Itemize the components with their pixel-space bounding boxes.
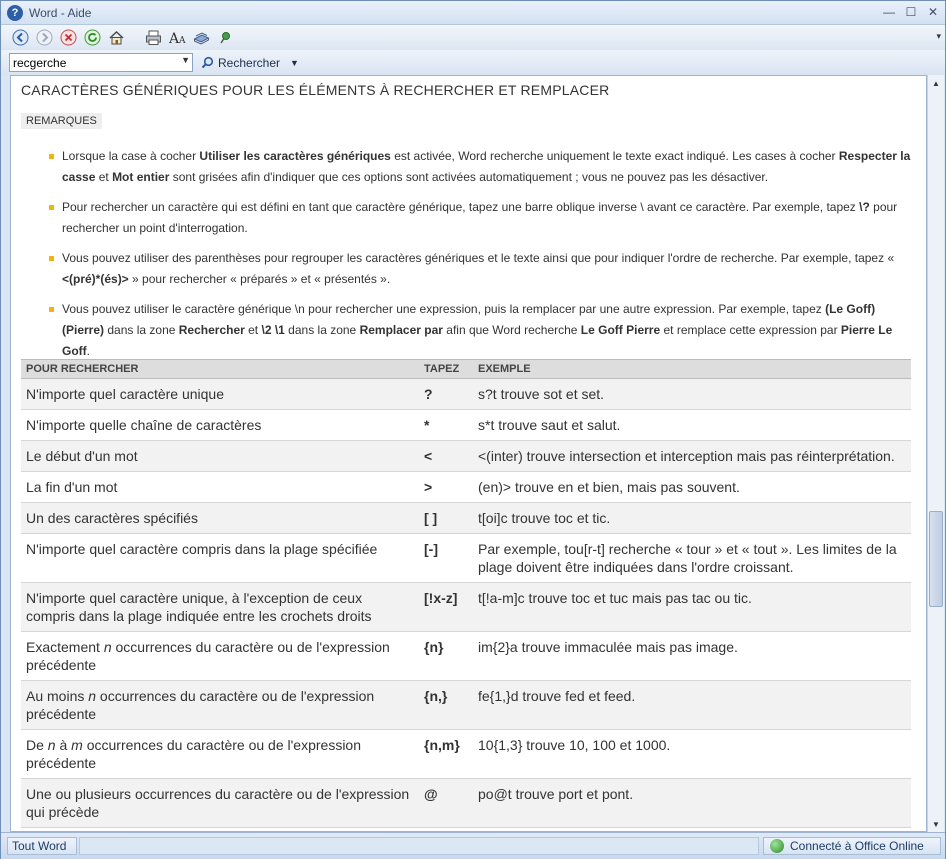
connection-status[interactable] [763,837,941,855]
text-run: Vous pouvez utiliser des parenthèses pour regrouper les caractères génériques et le texte ainsi que pour indiquer l'ordre de recherche. Par exemple, tapez « [62,251,895,265]
remarque-item [49,197,915,239]
text-run: Lorsque la case à cocher [62,149,200,163]
bold-text: \2 \1 [261,323,285,337]
font-size-icon[interactable] [168,28,187,47]
example-text: t[!a-m]c trouve toc et tuc mais pas tac ou tic. [473,583,911,632]
search-description [21,379,419,410]
pin-icon[interactable] [216,28,235,47]
toolbar [1,25,945,49]
text-run: De [26,737,48,753]
window-controls [883,5,939,19]
example-text: Par exemple, tou[r-t] recherche « tour » et « tout ». Les limites de la plage doivent être indiquées dans l'ordre croissant. [473,534,911,583]
remarques-list [49,146,915,371]
book-icon[interactable] [192,28,211,47]
table-row [21,534,911,583]
text-run: occurrences du caractère ou de l'expression précédente [26,737,361,771]
home-icon[interactable] [107,28,126,47]
search-dropdown-icon[interactable]: ▼ [181,55,190,65]
table-row [21,632,911,681]
text-run: sont grisées afin d'indiquer que ces options sont activées automatiquement ; vous ne pouvez pas les désactiver. [169,170,769,184]
stop-icon[interactable] [59,28,78,47]
example-text: s*t trouve saut et salut. [473,410,911,441]
search-options-icon[interactable]: ▼ [290,57,299,68]
bold-text: (Le Goff) (Pierre) [62,302,876,337]
remarque-item [49,299,915,362]
table-row [21,441,911,472]
wildcard-table [21,359,911,828]
wildcard-symbol: * [419,410,473,441]
bold-text: Pierre Le Goff [62,323,893,358]
wildcard-symbol: < [419,441,473,472]
example-text: t[oi]c trouve toc et tic. [473,503,911,534]
wildcard-symbol: {n} [419,632,473,681]
col-header-search: POUR RECHERCHER [21,360,419,379]
page-title: CARACTÈRES GÉNÉRIQUES POUR LES ÉLÉMENTS À RECHERCHER ET REMPLACER [21,82,610,98]
print-icon[interactable] [144,28,163,47]
example-text: im{2}a trouve immaculée mais pas image. [473,632,911,681]
text-run: Au moins [26,688,89,704]
bold-text: Rechercher [178,323,245,337]
text-run: et remplace cette expression par [660,323,841,337]
text-run: est activée, Word recherche uniquement le texte exact indiqué. Les cases à cocher [390,149,839,163]
bold-text: Le Goff Pierre [580,323,661,337]
help-content [10,75,927,832]
example-text: s?t trouve sot et set. [473,379,911,410]
text-run: N'importe quel caractère unique, à l'exception de ceux compris dans la plage indiquée entre les crochets droits [26,590,372,624]
text-run: occurrences du caractère ou de l'expression précédente [26,688,375,722]
window-title: Word - Aide [29,5,92,20]
status-bar [1,832,945,859]
text-run: N'importe quelle chaîne de caractères [26,417,262,433]
text-run: Exactement [26,639,104,655]
table-row [21,681,911,730]
forward-icon[interactable] [35,28,54,47]
col-header-example: EXEMPLE [473,360,911,379]
bold-text: \? [859,200,870,214]
search-icon [201,56,214,69]
text-run: occurrences du caractère ou de l'expression précédente [26,639,390,673]
text-run: . [86,344,90,358]
wildcard-symbol: [-] [419,534,473,583]
example-text: po@t trouve port et pont. [473,779,911,828]
minimize-button[interactable]: — [883,5,895,19]
example-text: 10{1,3} trouve 10, 100 et 1000. [473,730,911,779]
search-description [21,441,419,472]
text-run: La fin d'un mot [26,479,118,495]
text-run: et [244,323,262,337]
text-run: Pour rechercher un caractère qui est défini en tant que caractère générique, tapez une barre oblique inverse \ avant ce caractère. Par exemple, tapez [62,200,860,214]
text-run: Le début d'un mot [26,448,138,464]
scroll-up-icon[interactable]: ▲ [932,78,940,88]
bold-text: Respecter la casse [62,149,911,184]
svg-text:A: A [179,35,186,46]
text-run: Une ou plusieurs occurrences du caractère ou de l'expression qui précède [26,786,410,820]
status-spacer [79,837,759,855]
text-run: à [55,737,72,753]
search-description [21,410,419,441]
title-bar [1,1,945,25]
vertical-scrollbar[interactable] [927,75,944,832]
example-text: <(inter) trouve intersection et interception mais pas réinterprétation. [473,441,911,472]
wildcard-symbol: > [419,472,473,503]
text-run: N'importe quel caractère unique [26,386,225,402]
scope-button[interactable]: Tout Word [7,837,77,855]
table-body [21,379,911,828]
table-row [21,503,911,534]
search-description [21,632,419,681]
scroll-down-icon[interactable]: ▼ [932,819,940,829]
wildcard-symbol: @ [419,779,473,828]
search-button[interactable] [201,56,299,70]
table-row [21,379,911,410]
remarques-heading: REMARQUES [21,113,102,129]
wildcard-symbol: {n,} [419,681,473,730]
text-run: dans la zone [104,323,179,337]
refresh-icon[interactable] [83,28,102,47]
text-run: Un des caractères spécifiés [26,510,198,526]
text-run: et [95,170,113,184]
wildcard-symbol: {n,m} [419,730,473,779]
text-run: N'importe quel caractère compris dans la plage spécifiée [26,541,378,557]
remarque-item [49,248,915,290]
search-bar [1,50,945,75]
connection-status-label: Connecté à Office Online [790,839,924,853]
maximize-button[interactable]: ☐ [905,5,917,19]
italic-text: n [103,639,112,655]
bold-text: <(pré)*(és)> [62,272,129,286]
search-input-value: recgerche [13,55,67,70]
search-description [21,472,419,503]
bold-text: Remplacer par [359,323,443,337]
globe-icon [770,839,784,853]
remarque-item [49,146,915,188]
text-run: » pour rechercher « préparés » et « présentés ». [128,272,391,286]
italic-text: m [71,737,83,753]
search-description [21,503,419,534]
italic-text: n [88,688,97,704]
close-button[interactable]: ✕ [927,5,939,19]
scroll-thumb[interactable] [929,511,943,607]
wildcard-symbol: ? [419,379,473,410]
search-description [21,730,419,779]
toolbar-overflow-icon[interactable]: ▾ [936,31,941,41]
italic-text: n [47,737,56,753]
search-description [21,779,419,828]
search-description [21,534,419,583]
text-run: pour rechercher un point d'interrogation. [62,200,898,235]
table-row [21,410,911,441]
text-run: dans la zone [284,323,360,337]
back-icon[interactable] [11,28,30,47]
search-input[interactable] [9,53,193,72]
search-description [21,583,419,632]
example-text: (en)> trouve en et bien, mais pas souvent. [473,472,911,503]
text-run: afin que Word recherche [442,323,581,337]
wildcard-symbol: [!x-z] [419,583,473,632]
bold-text: Mot entier [112,170,170,184]
table-row [21,779,911,828]
table-row [21,583,911,632]
col-header-type: TAPEZ [419,360,473,379]
bold-text: Utiliser les caractères génériques [199,149,391,163]
example-text: fe{1,}d trouve fed et feed. [473,681,911,730]
help-app-icon: ? [7,5,23,21]
table-row [21,472,911,503]
search-button-label: Rechercher [218,55,281,70]
table-row [21,730,911,779]
table-header-row [21,360,911,379]
wildcard-symbol: [ ] [419,503,473,534]
svg-text:A: A [169,30,180,46]
search-description [21,681,419,730]
text-run: Vous pouvez utiliser le caractère générique \n pour rechercher une expression, puis la remplacer par une autre expression. Par exemple, tapez [62,302,826,316]
